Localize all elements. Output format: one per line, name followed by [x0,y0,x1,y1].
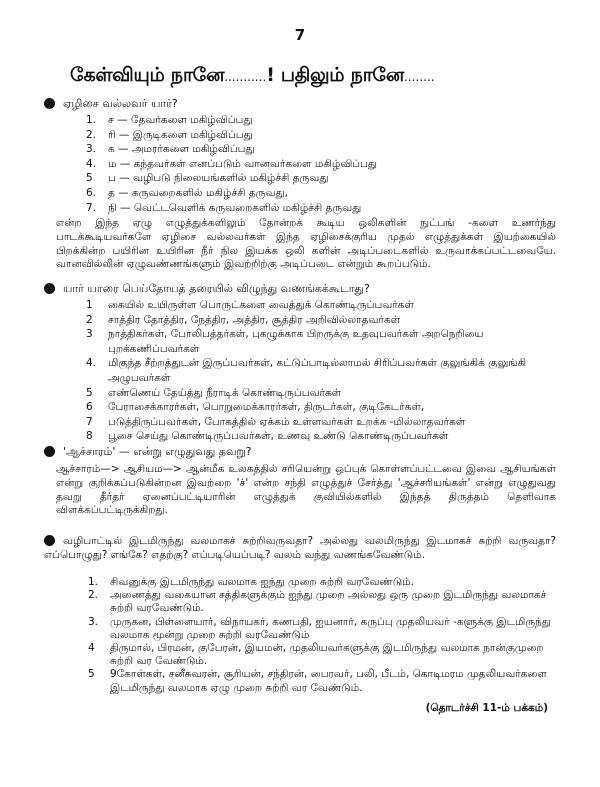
bullet-icon [44,283,55,294]
list-item-number: 4 [88,642,95,655]
list-item-number: 4. [86,157,97,170]
list-item [88,576,568,589]
list-item [86,186,566,201]
list-item-text: நி — வெட்டவெளிக் கருவறைகளில் மகிழ்ச்சி தருவது [108,201,362,214]
continuation-note: (தொடர்ச்சி 11-ம் பக்கம்) [425,702,548,714]
list-item [86,400,566,415]
list-item-text: எண்ணெய் தேய்த்து நீராடிக் கொண்டிருப்பவர்கள் [108,386,342,399]
list-item-text: ம — கந்தவர்கள் எனப்படும் வானவர்களை மகிழ்விப்பது [108,157,378,170]
list-item [88,668,568,694]
list-item-number: 6 [86,401,93,414]
title-dots-1: ........... [224,70,267,84]
list-item-text: பேராசைக்காரர்கள், பொறுமைக்காரர்கள், திருடர்கள், குடிகேடர்கள், [108,401,425,414]
list-item-number: 1. [86,114,97,126]
list-q1 [86,113,566,215]
list-item [86,113,566,128]
title-dots-2: ........ [404,70,435,84]
list-item-text: நாத்திகர்கள், போலிபத்தர்கள், புகழுக்காக பிறருக்கு உதவுபவர்கள் அறநெறியை புறக்கணிப்பவர்கள் [108,328,484,355]
list-item-text: படுத்திருப்பவர்கள், போகத்தில் ஏக்கம் உள்ளவர்கள் உறக்க -மில்லாதவர்கள் [108,415,466,428]
list-item-text: த — கருவறைகளில் மகிழ்ச்சி தருவது, [108,186,288,199]
question-4 [44,535,556,563]
list-item [86,415,566,430]
list-item-text: கையில் உயிருள்ள பொருட்களை வைத்துக் கொண்டிருப்பவர்கள் [108,299,414,311]
list-item-text: திருமால், பிரமன், குபேரன், இயமன், முதலியவர்களுக்கு இடமிருந்து வலமாக நான்குமுறை சுற்றி வர வேண்டும். [110,642,544,668]
list-item-number: 1. [88,576,99,588]
question-2-text: யார் யாரை பெய்தோயத் தரையில் விழுந்து வணங்கக்கூடாது? [63,282,370,295]
bullet-icon [44,98,55,109]
list-item-number: 3. [88,615,99,628]
list-item-number: 6. [86,186,97,199]
list-item [86,429,566,444]
question-4-text: வழிபாட்டில் இடமிருந்து வலமாகச் சுற்றிவருவதா? அல்லது வலமிருந்து இடமாகச் சுற்றி வருவதா? எப்பொழுது? எங்கே? எதற்கு? எப்படியெப்படி? வலம் வந்து வணங்கவேண்டும். [44,535,556,561]
question-1-text: ஏழிசை வல்லவர் யார்? [63,97,178,110]
list-item-number: 5 [86,172,93,185]
bullet-icon [44,535,55,546]
question-3 [44,445,252,460]
list-item [86,171,566,186]
list-item-number: 3 [86,328,93,341]
title-part-2: ! பதிலும் நானே [266,64,404,86]
list-item [88,642,568,668]
list-item [88,616,568,642]
list-item-text: 9கோள்கள், சனீசுவரன், சூரியன், சந்திரன், பைரவர், பலி, பீடம், கொடிமரம முதலியவர்களை இடமிருந்து வலமாக ஏழு முறை சுற்றி வர வேண்டும். [110,668,547,694]
question-2 [44,282,370,297]
bullet-icon [44,446,55,457]
list-item-number: 3. [86,143,97,156]
list-item-number: 7. [86,201,97,214]
list-item-number: 1 [86,299,93,311]
list-item-text: சிவனுக்கு இடமிருந்து வலமாக ஐந்து முறை சுற்றி வரவேண்டும். [110,576,414,588]
list-item [86,327,566,356]
list-item [86,356,566,385]
list-item [86,313,566,328]
list-item-text: ரி — இருடிகளை மகிழ்விப்பது [108,128,253,141]
list-item-number: 4. [86,357,97,370]
question-1 [44,97,178,112]
list-item-text: முருகன, பிள்ளையார், விநாயகர், கணபதி, ஐயனார், கருப்பு முதலியவர் -களுக்கு இடமிருந்து வலமாக மூன்று முறை சுற்றி வரவேண்டும் [110,615,551,641]
list-item-text: அணைத்து வகையான சத்திகளுக்கும் ஐந்து முறை அல்லது ஒரு முறை இடமிருந்து வலமாகச் சுற்றி வரவேண்டும். [110,589,547,615]
list-item-text: ப — வழிபடு நிலையங்களில் மகிழ்ச்சி தருவது [108,172,329,185]
question-3-text: 'ஆச்சாரம்' — என்று எழுதுவது தவறு? [63,445,252,458]
list-item-text: பூசை செய்து கொண்டிருப்பவர்கள், உணவு உண்டு கொண்டிருப்பவர்கள் [108,430,449,443]
list-item-text: சாத்திர தோத்திர, நேத்திர, அத்திர, சூத்திர அறிவில்லாதவர்கள் [108,313,401,326]
list-item-text: க — அமரர்களை மகிழ்விப்பது [108,143,255,156]
list-q4 [88,576,568,695]
list-item-number: 7 [86,415,93,428]
list-item [88,589,568,615]
page-title [70,64,435,89]
list-item-number: 5 [88,668,95,681]
list-item [86,128,566,143]
paragraph-q3: ஆச்சாரம்—> ஆசியம—> ஆன்மீக உலகத்தில் சரியென்று ஒப்புக் கொள்ளப்பட்டவை இவை ஆசியங்கள் என்று குறிக்கப்படுகின்றன இவற்றை 'ச்' என்ற சந்தி எழுத்துச் சேர்த்து 'ஆச்சரியங்கள்' என்று எழுதுவது தவறு தீர்தர் ஏனைப்பட்டியாரின் எழுத்துக் குவியில்களில் இந்தத் திருத்தம் தெளிவாக விளக்கப்பட்டிருக்கிறது. [56,463,556,517]
list-item-number: 5 [86,386,93,399]
list-item [86,386,566,401]
list-item-number: 2. [86,128,97,141]
title-part-1: கேள்வியும் நானே [70,64,225,86]
list-item-number: 8 [86,430,93,443]
list-q2 [86,298,566,444]
list-item-number: 2. [88,589,99,602]
list-item-number: 2 [86,313,93,326]
list-item [86,157,566,172]
paragraph-q1: என்ற இந்த ஏழு எழுத்துக்களிலும் தோன்றக் கூடிய ஒலிகளின் நுட்பங் -களை உணர்ந்து பாடக்கூடியவர்களே ஏழிசை வல்லவர்கள் இந்த ஏழிசைக்குரிய முதல் எழுத்துக்கள் இயற்கையில் பிறக்கின்ற பயிரின உயிரின நீர் நில இயக்க ஒலி களின் அடிப்படைகளில் உருவாக்கப்பட்டவையே. வானவில்லின் ஏழுவண்ணங்களும் இவற்றிற்கு அடிப்படை என்றும் கூறப்படும். [56,217,556,271]
list-item-text: ச — தேவர்களை மகிழ்விப்பது [108,114,253,126]
page-number: 7 [294,26,306,44]
list-item [86,201,566,216]
list-item [86,142,566,157]
list-item [86,298,566,313]
list-item-text: மிகுந்த சீற்றத்துடன் இருப்பவர்கள், கட்டுப்பாடில்லாமல் சிரிப்பவர்கள் குலுங்கிக் குலுங்கி அழுபவர்கள் [108,357,527,384]
